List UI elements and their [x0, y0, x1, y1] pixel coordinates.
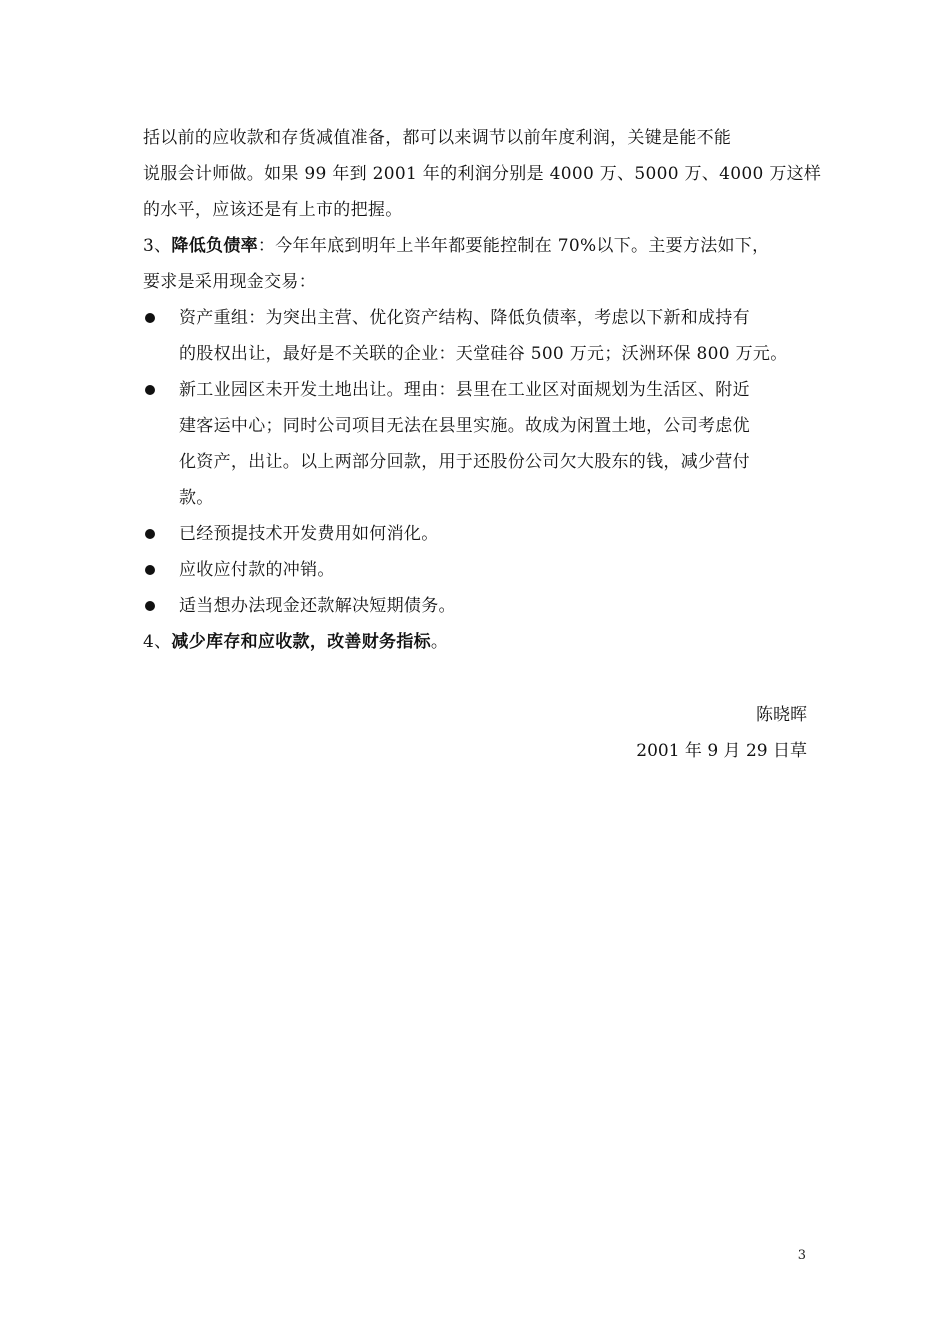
section-4-heading-line [143, 624, 815, 660]
page-number: 3 [797, 1248, 806, 1263]
signature-date: 2001 年 9 月 29 日草 [636, 741, 807, 761]
section-3-text: ：今年年底到明年上半年都要能控制在 70%以下。主要方法如下， [257, 236, 770, 256]
signature-name: 陈晓晖 [756, 705, 807, 725]
bullet-text-line: 化资产，出让。以上两部分回款，用于还股份公司欠大股东的钱，减少营付 [179, 452, 750, 472]
bullet-item-land-transfer [143, 372, 815, 516]
bullet-item-rd-expense [143, 516, 815, 552]
bullet-text-line: 的股权出让，最好是不关联的企业：天堂硅谷 500 万元；沃洲环保 800 万元。 [179, 344, 788, 364]
bullet-text-line: 款。 [179, 488, 214, 508]
section-3-text-line: 要求是采用现金交易： [143, 272, 316, 292]
bullet-icon [145, 529, 155, 539]
bullet-item-asset-restructuring [143, 300, 815, 372]
bullet-icon [145, 385, 155, 395]
section-3-title: 降低负债率 [171, 236, 258, 256]
body-text-line: 说服会计师做。如果 99 年到 2001 年的利润分别是 4000 万、5000 万、4000 万这样 [143, 164, 822, 184]
bullet-text-line: 资产重组：为突出主营、优化资产结构、降低负债率，考虑以下新和成持有 [179, 308, 750, 328]
bullet-icon [145, 565, 155, 575]
bullet-icon [145, 601, 155, 611]
body-text-line: 的水平，应该还是有上市的把握。 [143, 200, 403, 220]
bullet-text-line: 新工业园区未开发土地出让。理由：县里在工业区对面规划为生活区、附近 [179, 380, 750, 400]
section-4-title: 减少库存和应收款，改善财务指标 [171, 632, 431, 652]
section-3-heading-line [143, 228, 815, 264]
section-3-number: 3、 [143, 236, 172, 256]
bullet-text-line: 应收应付款的冲销。 [179, 560, 335, 580]
body-text-line: 括以前的应收款和存货减值准备，都可以来调节以前年度利润，关键是能不能 [143, 128, 732, 148]
document-body [143, 120, 822, 660]
bullet-text-line: 适当想办法现金还款解决短期债务。 [179, 596, 456, 616]
bullet-text-line: 建客运中心；同时公司项目无法在县里实施。故成为闲置土地，公司考虑优 [179, 416, 750, 436]
section-4-number: 4、 [143, 632, 172, 652]
bullet-text-line: 已经预提技术开发费用如何消化。 [179, 524, 439, 544]
bullet-item-offset-payables [143, 552, 815, 588]
bullet-item-short-term-debt [143, 588, 815, 624]
bullet-icon [145, 313, 155, 323]
section-4-end: 。 [430, 632, 449, 652]
